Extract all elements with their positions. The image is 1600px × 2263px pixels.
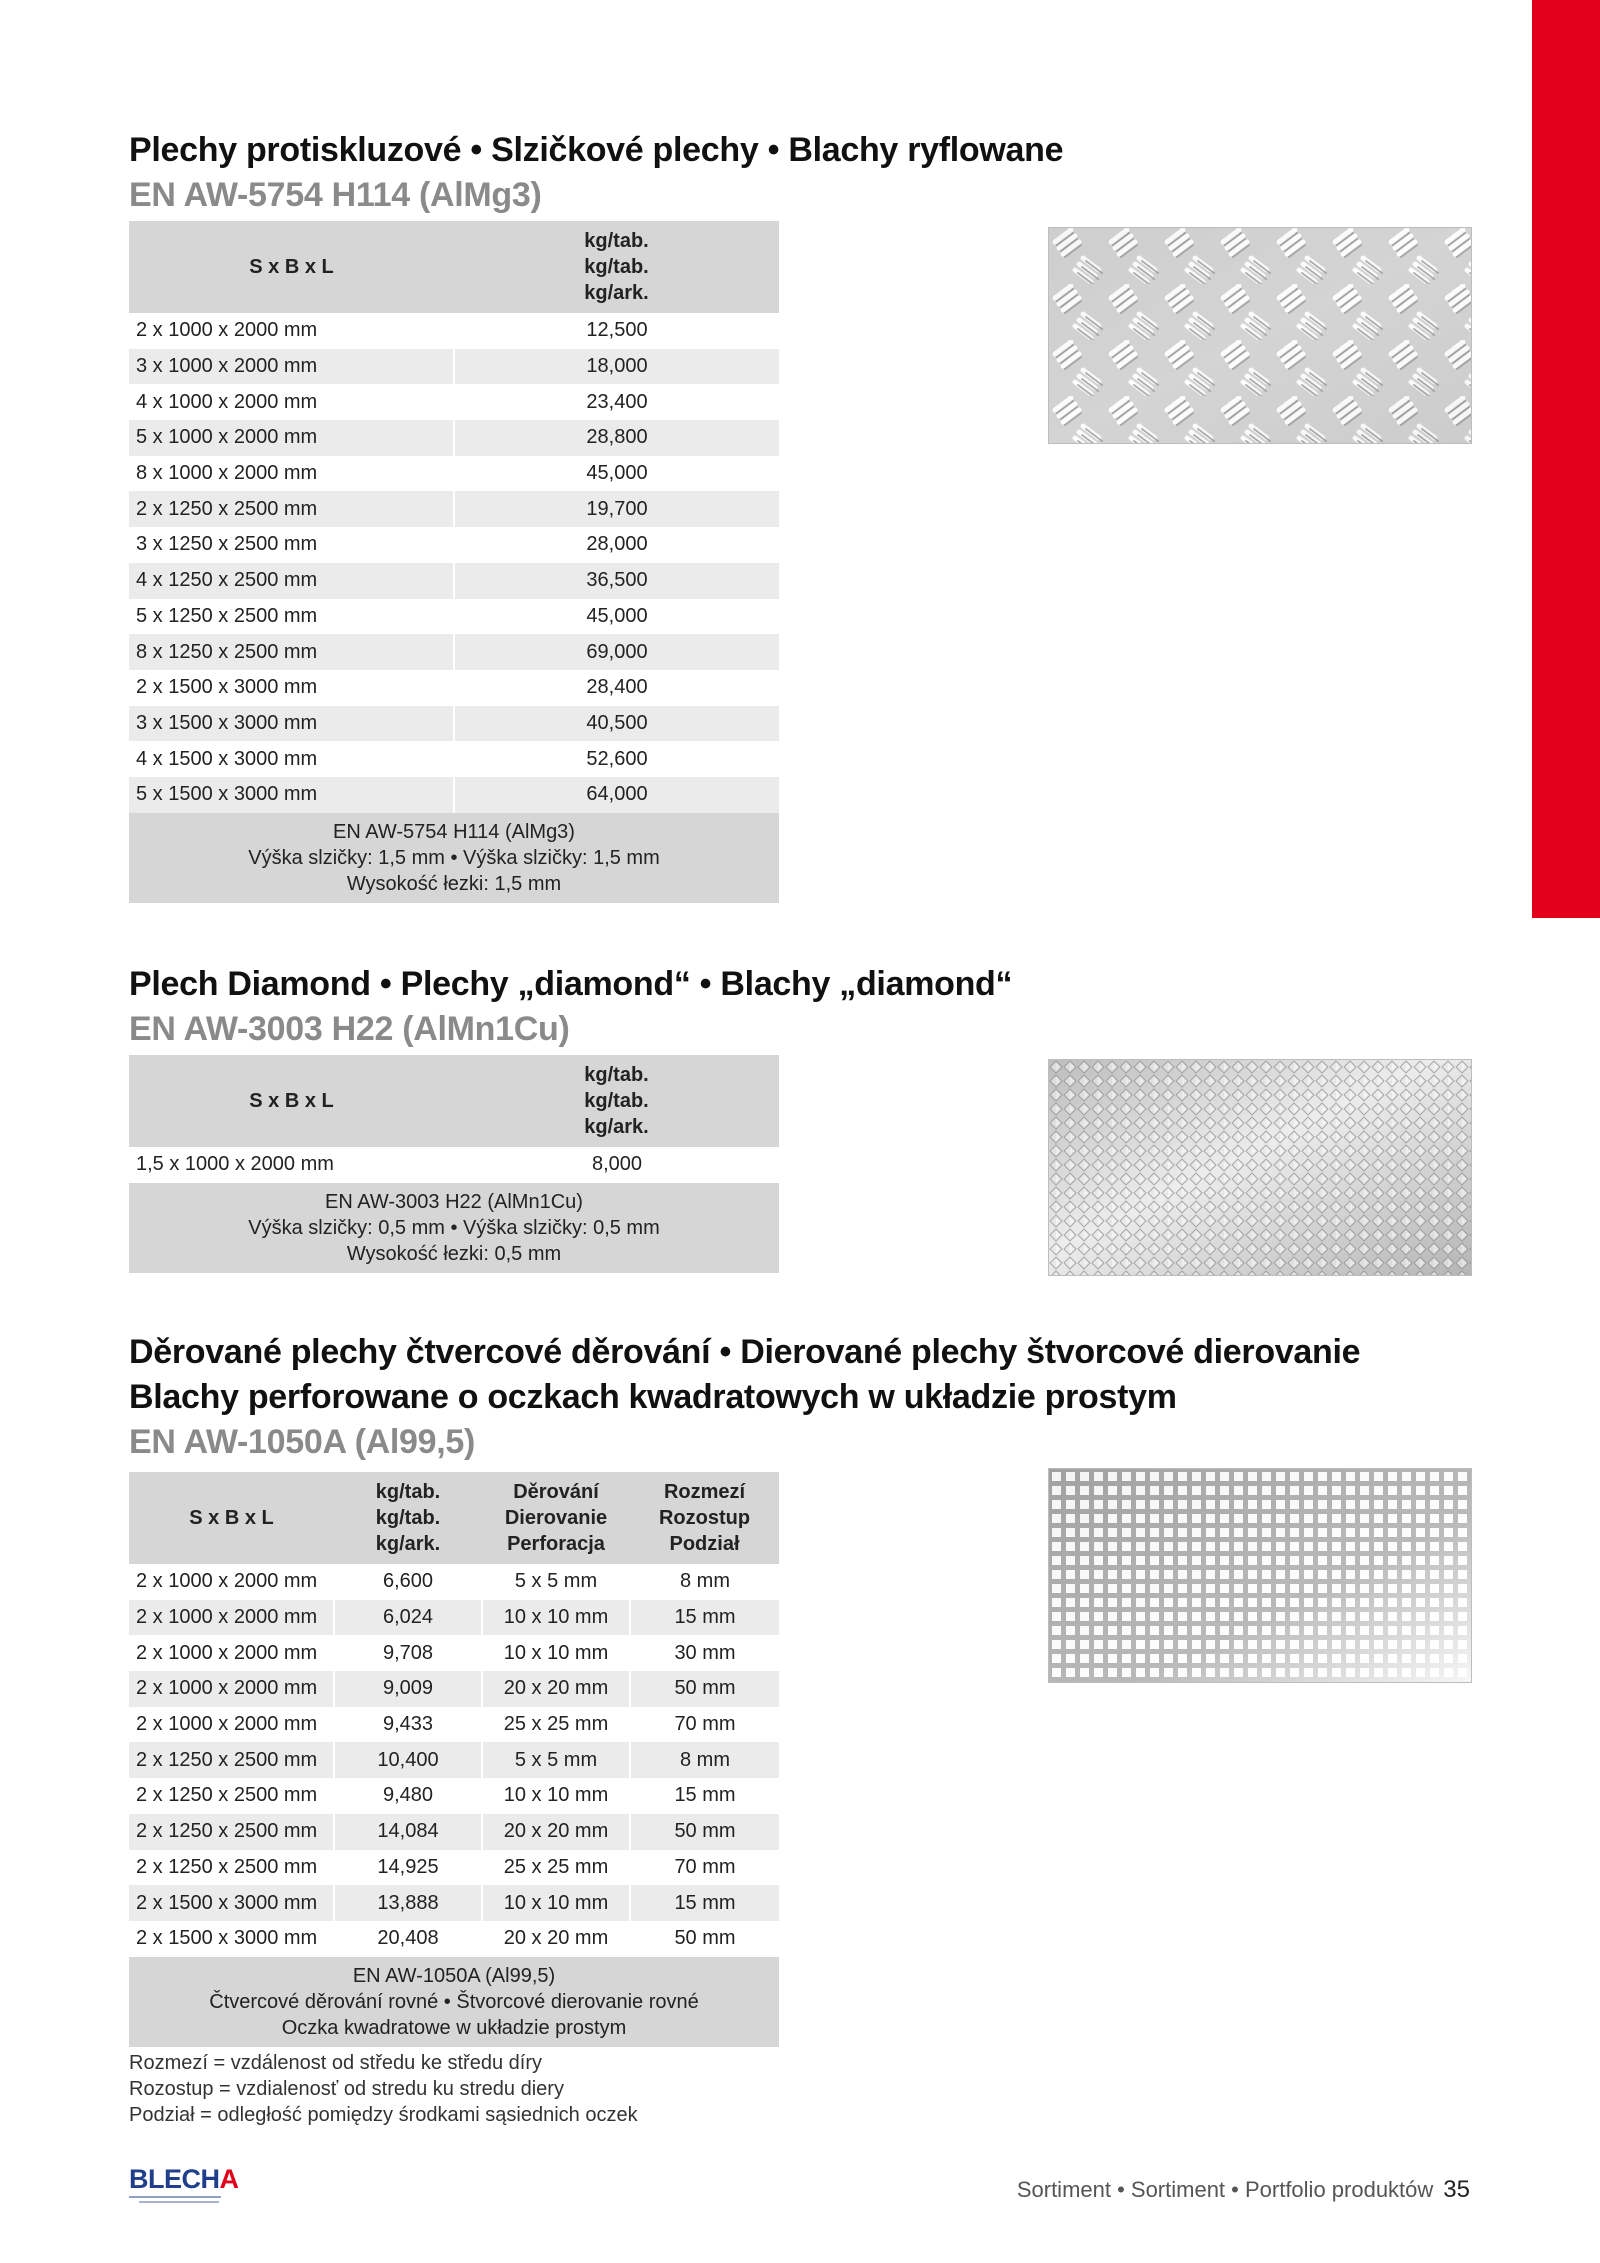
section-title-line1: Děrované plechy čtvercové děrování • Dierované plechy štvorcové dierovanie [129, 1333, 1361, 1371]
table-note [129, 813, 779, 903]
cell-perf: 10 x 10 mm [482, 1778, 630, 1814]
cell-dim: 4 x 1000 x 2000 mm [129, 384, 454, 420]
table-row [129, 349, 779, 385]
cell-kg: 6,024 [334, 1600, 482, 1636]
header-pitch-pl: Podział [669, 1533, 740, 1555]
cell-kg: 45,000 [454, 456, 779, 492]
cell-perf: 10 x 10 mm [482, 1885, 630, 1921]
cell-kg: 6,600 [334, 1564, 482, 1600]
table-note [129, 1183, 779, 1273]
cell-dim: 2 x 1250 x 2500 mm [129, 1778, 334, 1814]
section-perforated-plates [129, 1330, 1360, 2047]
cell-dim: 2 x 1250 x 2500 mm [129, 1742, 334, 1778]
cell-dim: 8 x 1000 x 2000 mm [129, 456, 454, 492]
header-dimensions: S x B x L [129, 1055, 454, 1147]
header-weight-cz: kg/tab. [584, 230, 649, 252]
cell-perf: 25 x 25 mm [482, 1707, 630, 1743]
alloy-subtitle: EN AW-5754 H114 (AlMg3) [129, 176, 542, 214]
header-weight-pl: kg/ark. [375, 1533, 441, 1555]
cell-dim: 3 x 1000 x 2000 mm [129, 349, 454, 385]
page-number: 35 [1443, 2176, 1470, 2203]
alloy-subtitle: EN AW-1050A (Al99,5) [129, 1423, 476, 1461]
table-row [129, 491, 779, 527]
cell-kg: 45,000 [454, 599, 779, 635]
cell-pitch: 50 mm [630, 1814, 779, 1850]
header-perforation-cz: Děrování [513, 1481, 599, 1503]
header-weight-pl: kg/ark. [584, 1116, 649, 1138]
cell-dim: 3 x 1250 x 2500 mm [129, 527, 454, 563]
cell-pitch: 30 mm [630, 1635, 779, 1671]
cell-kg: 28,800 [454, 420, 779, 456]
table-row [129, 1600, 779, 1636]
cell-dim: 2 x 1500 x 3000 mm [129, 1921, 334, 1957]
cell-dim: 2 x 1500 x 3000 mm [129, 1885, 334, 1921]
table-row [129, 527, 779, 563]
cell-kg: 52,600 [454, 741, 779, 777]
cell-kg: 10,400 [334, 1742, 482, 1778]
cell-kg: 20,408 [334, 1921, 482, 1957]
cell-dim: 2 x 1500 x 3000 mm [129, 670, 454, 706]
cell-kg: 23,400 [454, 384, 779, 420]
footnote-sk: Rozostup = vzdialenosť od stredu ku stredu diery [129, 2078, 564, 2100]
header-weight-sk: kg/tab. [584, 256, 649, 278]
logo-word-part1: BLECH [129, 2164, 220, 2194]
table-row [129, 1742, 779, 1778]
header-weight-sk: kg/tab. [584, 1090, 649, 1112]
cell-kg: 12,500 [454, 313, 779, 349]
cell-kg: 36,500 [454, 563, 779, 599]
header-weight-cz: kg/tab. [375, 1481, 441, 1503]
cell-dim: 2 x 1000 x 2000 mm [129, 1707, 334, 1743]
footnote-pl: Podział = odległość pomiędzy środkami sąsiednich oczek [129, 2104, 638, 2126]
table-row [129, 1147, 779, 1183]
cell-dim: 2 x 1000 x 2000 mm [129, 1564, 334, 1600]
footer-text: Sortiment • Sortiment • Portfolio produktów [1016, 2177, 1434, 2202]
cell-dim: 2 x 1250 x 2500 mm [129, 1814, 334, 1850]
cell-kg: 9,433 [334, 1707, 482, 1743]
table-row [129, 313, 779, 349]
footnote-cz: Rozmezí = vzdálenost od středu ke středu díry [129, 2052, 542, 2074]
cell-perf: 20 x 20 mm [482, 1921, 630, 1957]
tread-plate-texture-image [1048, 227, 1472, 444]
section-diamond-plates [129, 962, 1012, 1273]
table-note-row [129, 1183, 779, 1273]
red-side-tab [1532, 0, 1600, 918]
cell-dim: 4 x 1500 x 3000 mm [129, 741, 454, 777]
cell-dim: 5 x 1000 x 2000 mm [129, 420, 454, 456]
table-note-row [129, 1957, 779, 2047]
table-note-row [129, 813, 779, 903]
section-title: Plech Diamond • Plechy „diamond“ • Blachy „diamond“ [129, 965, 1013, 1003]
cell-pitch: 70 mm [630, 1707, 779, 1743]
header-weight-pl: kg/ark. [584, 282, 649, 304]
table-row [129, 1850, 779, 1886]
perforated-plates-table [129, 1472, 779, 2047]
cell-kg: 9,708 [334, 1635, 482, 1671]
table-row [129, 706, 779, 742]
cell-dim: 2 x 1250 x 2500 mm [129, 491, 454, 527]
diamond-plate-texture-image [1048, 1059, 1472, 1276]
table-row [129, 1564, 779, 1600]
cell-dim: 2 x 1000 x 2000 mm [129, 1635, 334, 1671]
header-perforation-pl: Perforacja [507, 1533, 605, 1555]
cell-pitch: 8 mm [630, 1742, 779, 1778]
table-header-row [129, 221, 779, 313]
cell-kg: 8,000 [454, 1147, 779, 1183]
blecha-logo [129, 2164, 239, 2210]
section-title: Plechy protiskluzové • Slzičkové plechy • Blachy ryflowane [129, 131, 1064, 169]
header-dimensions: S x B x L [129, 1472, 334, 1564]
table-row [129, 420, 779, 456]
cell-perf: 10 x 10 mm [482, 1600, 630, 1636]
table-note [129, 1957, 779, 2047]
header-pitch-cz: Rozmezí [663, 1481, 746, 1503]
header-weight-sk: kg/tab. [375, 1507, 441, 1529]
table-row [129, 384, 779, 420]
note-line: EN AW-5754 H114 (AlMg3) [333, 820, 575, 843]
header-pitch-sk: Rozostup [658, 1507, 751, 1529]
cell-perf: 5 x 5 mm [482, 1564, 630, 1600]
cell-perf: 25 x 25 mm [482, 1850, 630, 1886]
cell-kg: 28,000 [454, 527, 779, 563]
note-line: Výška slzičky: 1,5 mm • Výška slzičky: 1,5 mm [248, 846, 660, 869]
table-row [129, 1885, 779, 1921]
cell-pitch: 15 mm [630, 1778, 779, 1814]
cell-kg: 13,888 [334, 1885, 482, 1921]
header-weight [454, 221, 779, 313]
table-row [129, 1635, 779, 1671]
cell-pitch: 15 mm [630, 1885, 779, 1921]
header-weight [334, 1472, 482, 1564]
table-row [129, 456, 779, 492]
cell-dim: 2 x 1250 x 2500 mm [129, 1850, 334, 1886]
cell-kg: 14,084 [334, 1814, 482, 1850]
cell-perf: 10 x 10 mm [482, 1635, 630, 1671]
cell-kg: 69,000 [454, 634, 779, 670]
cell-dim: 2 x 1000 x 2000 mm [129, 1671, 334, 1707]
table-row [129, 1814, 779, 1850]
table-row [129, 634, 779, 670]
table-row [129, 670, 779, 706]
logo-tagline-graphic [129, 2195, 239, 2210]
note-line: Výška slzičky: 0,5 mm • Výška slzičky: 0,5 mm [248, 1216, 660, 1239]
cell-dim: 3 x 1500 x 3000 mm [129, 706, 454, 742]
header-weight-cz: kg/tab. [584, 1064, 649, 1086]
section-tread-plates [129, 128, 1063, 903]
perforated-plate-texture-image [1048, 1468, 1472, 1683]
table-row [129, 563, 779, 599]
cell-dim: 4 x 1250 x 2500 mm [129, 563, 454, 599]
table-row [129, 1671, 779, 1707]
header-dimensions: S x B x L [129, 221, 454, 313]
diamond-plates-table [129, 1055, 779, 1273]
cell-kg: 40,500 [454, 706, 779, 742]
page-footer [1017, 2176, 1470, 2204]
alloy-subtitle: EN AW-3003 H22 (AlMn1Cu) [129, 1010, 570, 1048]
table-header-row [129, 1055, 779, 1147]
cell-pitch: 15 mm [630, 1600, 779, 1636]
cell-perf: 5 x 5 mm [482, 1742, 630, 1778]
note-line: Wysokość łezki: 1,5 mm [346, 872, 562, 895]
table-header-row [129, 1472, 779, 1564]
table-row [129, 1778, 779, 1814]
table-row [129, 599, 779, 635]
cell-kg: 14,925 [334, 1850, 482, 1886]
table-row [129, 741, 779, 777]
cell-dim: 2 x 1000 x 2000 mm [129, 1600, 334, 1636]
cell-pitch: 8 mm [630, 1564, 779, 1600]
cell-kg: 9,009 [334, 1671, 482, 1707]
cell-dim: 5 x 1250 x 2500 mm [129, 599, 454, 635]
cell-pitch: 70 mm [630, 1850, 779, 1886]
table-row [129, 1921, 779, 1957]
note-line: EN AW-1050A (Al99,5) [352, 1964, 556, 1987]
logo-word-part2: A [219, 2164, 239, 2194]
cell-kg: 28,400 [454, 670, 779, 706]
cell-perf: 20 x 20 mm [482, 1671, 630, 1707]
header-pitch [630, 1472, 779, 1564]
cell-dim: 1,5 x 1000 x 2000 mm [129, 1147, 454, 1183]
note-line: Čtvercové děrování rovné • Štvorcové dierovanie rovné [209, 1990, 699, 2013]
cell-dim: 8 x 1250 x 2500 mm [129, 634, 454, 670]
table-row [129, 1707, 779, 1743]
cell-kg: 19,700 [454, 491, 779, 527]
cell-kg: 64,000 [454, 777, 779, 813]
cell-kg: 18,000 [454, 349, 779, 385]
cell-kg: 9,480 [334, 1778, 482, 1814]
cell-pitch: 50 mm [630, 1671, 779, 1707]
header-weight [454, 1055, 779, 1147]
section-title-line2: Blachy perforowane o oczkach kwadratowych w układzie prostym [129, 1378, 1177, 1416]
tread-plates-table [129, 221, 779, 903]
note-line: Wysokość łezki: 0,5 mm [346, 1242, 562, 1265]
cell-dim: 5 x 1500 x 3000 mm [129, 777, 454, 813]
header-perforation-sk: Dierovanie [504, 1507, 608, 1529]
note-line: Oczka kwadratowe w układzie prostym [281, 2016, 627, 2039]
table-row [129, 777, 779, 813]
cell-dim: 2 x 1000 x 2000 mm [129, 313, 454, 349]
cell-perf: 20 x 20 mm [482, 1814, 630, 1850]
footnotes [129, 2050, 638, 2128]
cell-pitch: 50 mm [630, 1921, 779, 1957]
header-perforation [482, 1472, 630, 1564]
note-line: EN AW-3003 H22 (AlMn1Cu) [325, 1190, 583, 1213]
